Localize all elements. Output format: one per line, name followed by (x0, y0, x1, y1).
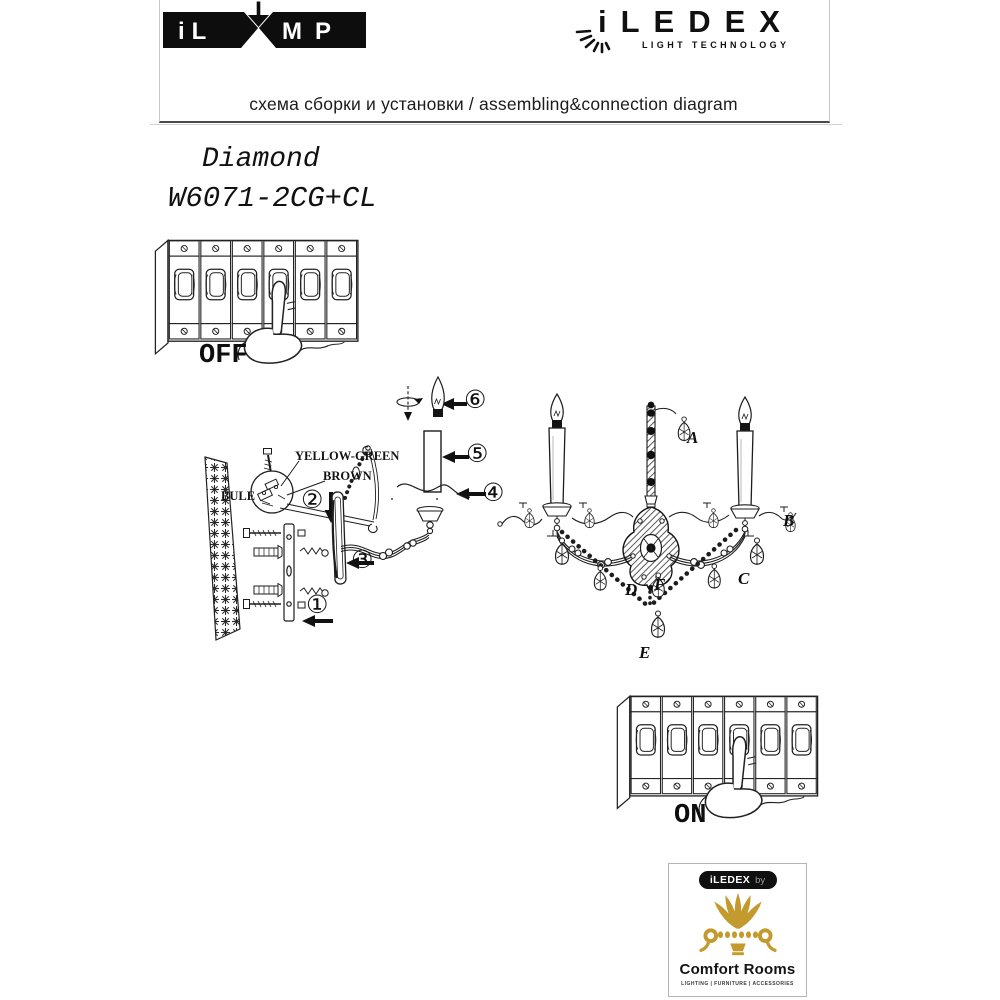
crown-icon (696, 889, 780, 961)
part-label-a: A (687, 428, 699, 447)
sconce-drawing (498, 394, 796, 638)
pill-by-text: by (755, 874, 766, 886)
ilamp-text-right: MP (282, 18, 344, 45)
off-label: OFF (199, 341, 248, 371)
ilamp-text-left: iL (178, 18, 214, 45)
wire-label-bule: BULE (221, 489, 256, 503)
part-label-f: F (654, 575, 666, 594)
footer-logo (668, 863, 807, 997)
wall-strip (205, 457, 240, 640)
candle-sleeve (424, 431, 441, 492)
right-candle (737, 397, 753, 508)
medallion (623, 496, 679, 591)
product-name: Diamond (202, 144, 320, 175)
part-label-d: D (625, 580, 638, 599)
ilamp-logo (162, 1, 368, 51)
wire-label-yellow-green: YELLOW-GREEN (295, 449, 400, 463)
step-3-badge: ③ (351, 545, 374, 574)
step-5-badge: ⑤ (466, 439, 489, 468)
lamp-cord (257, 2, 261, 18)
part-label-e: E (639, 643, 651, 662)
comfort-rooms-categories: LIGHTING | FURNITURE | ACCESSORIES (681, 981, 794, 987)
iledex-tagline: LIGHT TECHNOLOGY (642, 40, 790, 50)
sheet-title: схема сборки и установки / assembling&connection diagram (249, 94, 738, 114)
step-1-badge: ① (306, 590, 329, 619)
breaker-panel-off (155, 240, 358, 363)
iledex-logo (575, 2, 835, 54)
comfort-rooms-name: Comfort Rooms (679, 961, 796, 978)
wire-label-brown: BROWN (323, 469, 372, 483)
iledex-by-pill (699, 871, 777, 889)
pill-brand-text: iLEDEX (709, 874, 751, 886)
step-2-badge: ② (301, 485, 324, 514)
on-label: ON (674, 801, 707, 831)
breaker-panel-on (617, 696, 817, 817)
iledex-wordmark: iLEDEX (598, 4, 794, 39)
center-rod (647, 402, 690, 500)
part-label-b: B (783, 511, 795, 530)
step-4-badge: ④ (482, 478, 505, 507)
step-6-badge: ⑥ (464, 385, 487, 414)
part-label-c: C (738, 569, 750, 588)
left-candle (549, 394, 565, 506)
product-model: W6071-2CG+CL (168, 182, 377, 215)
flame-bulb (397, 377, 444, 421)
